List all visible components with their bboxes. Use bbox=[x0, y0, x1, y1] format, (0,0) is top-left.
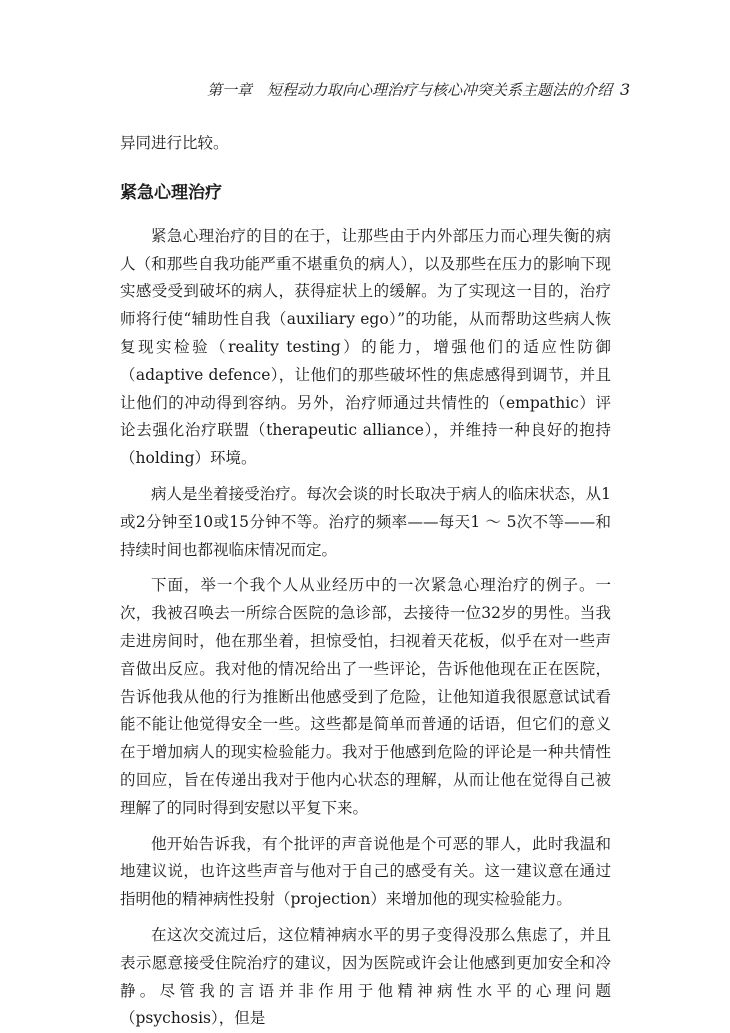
section-heading: 紧急心理治疗 bbox=[120, 182, 222, 203]
running-header: 第一章 短程动力取向心理治疗与核心冲突关系主题法的介绍 bbox=[206, 81, 612, 99]
paragraph: 病人是坐着接受治疗。每次会谈的时长取决于病人的临床状态，从1或2分钟至10或15分钟不等。治疗的频率——每天1 ～ 5次不等——和持续时间也都视临床情况而定。 bbox=[120, 484, 611, 559]
paragraph: 在这次交流过后，这位精神病水平的男子变得没那么焦虑了，并且表示愿意接受住院治疗的建议，因为医院或许会让他感到更加安全和冷静。尽管我的言语并非作用于他精神病性水平的心理问题（psychosis），但是 bbox=[120, 925, 611, 1028]
body-text bbox=[120, 130, 611, 1033]
paragraph: 下面，举一个我个人从业经历中的一次紧急心理治疗的例子。一次，我被召唤去一所综合医院的急诊部，去接待一位32岁的男性。当我走进房间时，他在那坐着，担惊受怕，扫视着天花板，似乎在对一些声音做出反应。我对他的情况给出了一些评论，告诉他他现在正在医院，告诉他我从他的行为推断出他感受到了危险，让他知道我很愿意试试看能不能让他觉得安全一些。这些都是简单而普通的话语，但它们的意义在于增加病人的现实检验能力。我对于他感到危险的评论是一种共情性的回应，旨在传递出我对于他内心状态的理解，从而让他在觉得自己被理解了的同时得到安慰以平复下来。 bbox=[120, 576, 611, 817]
paragraph: 他开始告诉我，有个批评的声音说他是个可恶的罪人，此时我温和地建议说，也许这些声音与他对于自己的感受有关。这一建议意在通过指明他的精神病性投射（projection）来增加他的现实检验能力。 bbox=[120, 834, 611, 909]
paragraph: 紧急心理治疗的目的在于，让那些由于内外部压力而心理失衡的病人（和那些自我功能严重不堪重负的病人），以及那些在压力的影响下现实感受受到破坏的病人，获得症状上的缓解。为了实现这一目的，治疗师将行使“辅助性自我（auxiliary ego）”的功能，从而帮助这些病人恢复现实检验（reality testing）的能力，增强他们的适应性防御（adaptive defence），让他们的那些破坏性的焦虑感得到调节，并且让他们的冲动得到容纳。另外，治疗师通过共情性的（empathic）评论去强化治疗联盟（therapeutic alliance），并维持一种良好的抱持（holding）环境。 bbox=[120, 226, 611, 468]
page-number: 3 bbox=[620, 80, 631, 99]
continuation-paragraph: 异同进行比较。 bbox=[120, 134, 229, 152]
